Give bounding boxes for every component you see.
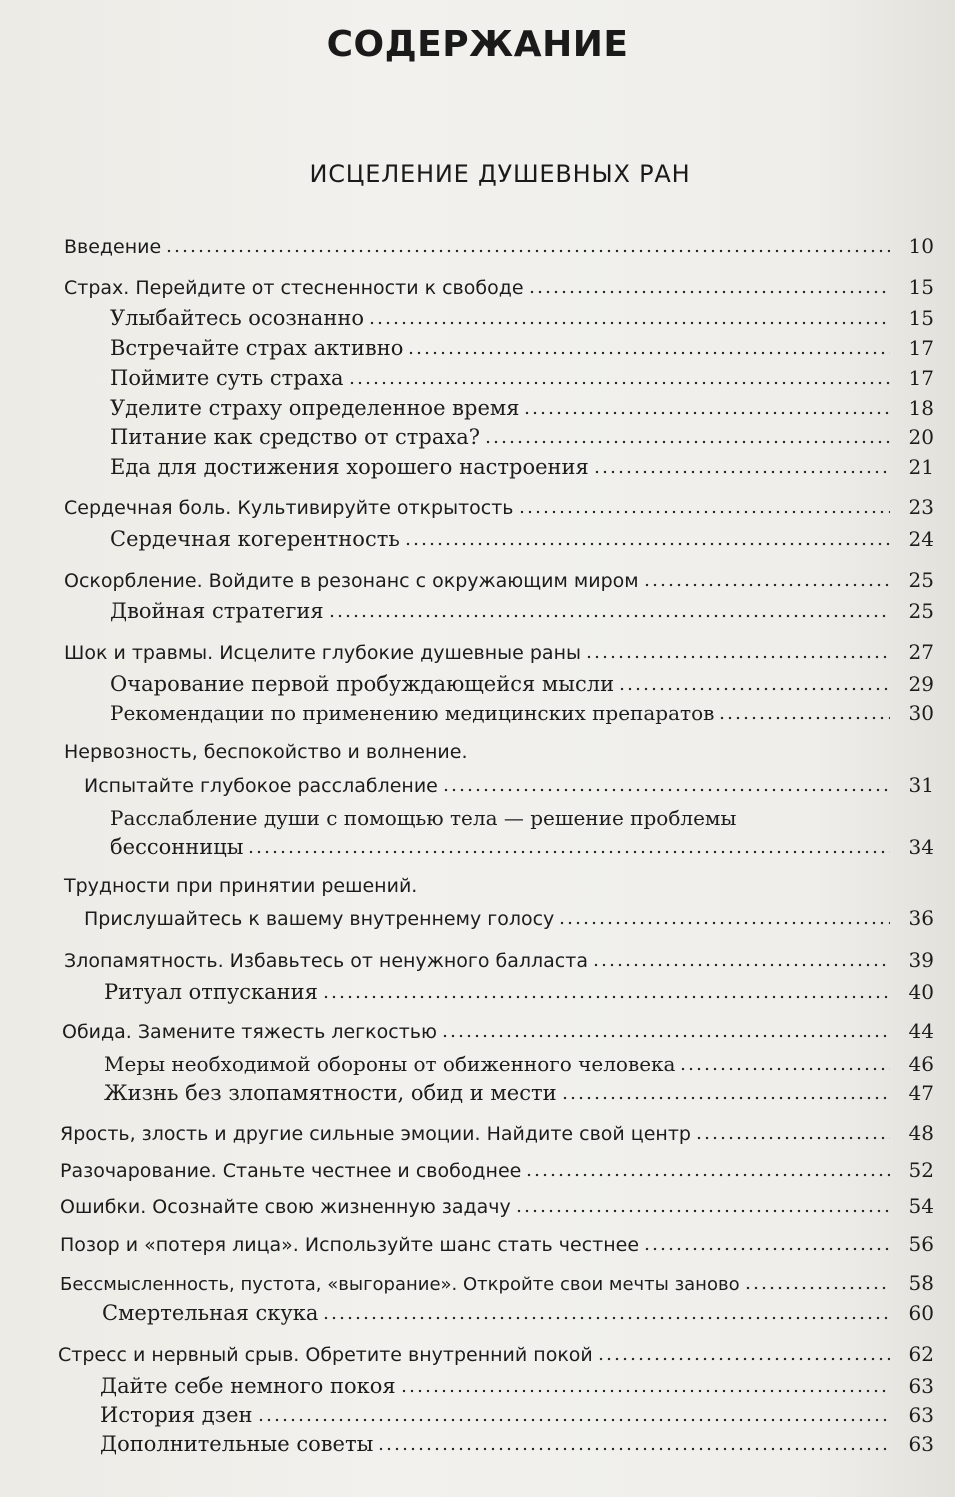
toc-entry-page: 17 [908,336,934,360]
toc-subentry [104,980,934,1004]
toc-entry-page: 54 [908,1194,934,1218]
toc-leader-dots [247,850,890,854]
toc-leader-dots [368,321,890,325]
toc-entry-page: 10 [908,234,934,258]
toc-leader-dots [744,1286,890,1290]
toc-subentry [110,396,934,420]
toc-subentry [100,1432,934,1456]
toc-entry-title: Бессмысленность, пустота, «выгорание». Откройте свои мечты заново [60,1274,740,1295]
toc-entry-title: Испытайте глубокое расслабление [84,775,438,797]
toc-entry-title: Злопамятность. Избавьтесь от ненужного балласта [64,950,588,972]
toc-leader-dots [515,1209,890,1213]
toc-leader-dots [558,921,890,925]
toc-entry-page: 24 [908,527,934,551]
toc-subentry [110,425,934,449]
toc-entry-page: 21 [908,455,934,479]
toc-entry-page: 34 [908,835,934,859]
toc-entry-title: История дзен [100,1403,253,1427]
toc-entry [64,948,934,972]
toc-leader-dots [165,249,890,253]
toc-entry-title: Меры необходимой обороны от обиженного человека [104,1052,676,1076]
toc-subentry [110,527,934,551]
toc-entry-title: Уделите страху определенное время [110,396,520,420]
toc-entry-title: Еда для достижения хорошего настроения [110,455,589,479]
toc-entry-title: Поймите суть страха [110,366,344,390]
toc-subentry [110,672,934,696]
toc-leader-dots [322,995,890,999]
toc-leader-dots [585,655,890,659]
toc-entry-title: Шок и травмы. Исцелите глубокие душевные раны [64,642,581,664]
toc-entry-title: Позор и «потеря лица». Используйте шанс стать честнее [60,1234,640,1256]
toc-leader-dots [348,381,890,385]
toc-entry-page: 18 [908,396,934,420]
toc-leader-dots [442,788,890,792]
toc-leader-dots [322,1316,890,1320]
toc-leader-dots [484,440,890,444]
toc-entry-title: Ритуал отпускания [104,980,318,1004]
toc-entry-title: Разочарование. Станьте честнее и свободнее [60,1160,522,1182]
toc-subentry [110,455,934,479]
toc-entry-title: Питание как средство от страха? [110,425,480,449]
toc-entry-page: 63 [908,1432,934,1456]
toc-leader-dots [618,687,890,691]
toc-entry [64,495,934,519]
toc-entry-page: 62 [908,1342,934,1366]
toc-entry [64,640,934,664]
toc-entry-page: 63 [908,1374,934,1398]
toc-leader-dots [561,1096,890,1100]
toc-leader-dots [679,1067,890,1071]
toc-entry-page: 40 [908,980,934,1004]
toc-leader-dots [525,1173,890,1177]
toc-entry [60,1121,934,1145]
toc-entry-page: 47 [908,1081,934,1105]
toc-entry [58,1342,934,1366]
toc-entry-page: 25 [908,568,934,592]
toc-leader-dots [377,1447,890,1451]
toc-leader-dots [441,1034,890,1038]
toc-leader-dots [528,290,890,294]
toc-entry-page: 23 [908,495,934,519]
toc-entry-title: Введение [64,236,162,258]
toc-entry-title: Ошибки. Осознайте свою жизненную задачу [60,1196,511,1218]
toc-subentry [110,366,934,390]
toc-subentry [110,835,934,859]
toc-entry [64,275,934,299]
toc-entry-page: 46 [908,1052,934,1076]
toc-subentry [100,1374,934,1398]
toc-leader-dots [593,470,890,474]
toc-entry-page: 44 [908,1019,934,1043]
toc-leader-dots [518,510,891,514]
toc-entry-title: Улыбайтесь осознанно [110,306,364,330]
toc-leader-dots [597,1357,890,1361]
toc-leader-dots [407,351,890,355]
toc-leader-dots [643,1247,890,1251]
toc-entry-title: Очарование первой пробуждающейся мысли [110,672,615,696]
toc-leader-dots [643,583,890,587]
toc-entry [60,1271,934,1295]
toc-entry-title: Оскорбление. Войдите в резонанс с окружающим миром [64,570,639,592]
toc-subentry [110,599,934,623]
toc-entry-page: 25 [908,599,934,623]
toc-leader-dots [592,963,890,967]
toc-leader-dots [523,411,890,415]
toc-entry-page: 30 [908,701,934,725]
toc-subentry [104,1081,934,1105]
toc-entry [62,1019,934,1043]
toc-entry-page: 60 [908,1301,934,1325]
toc-entry: Нервозность, беспокойство и волнение. [64,741,468,763]
toc-entry-title: Дополнительные советы [100,1432,374,1456]
toc-entry [60,1158,934,1182]
toc-leader-dots [328,614,890,618]
page-title: СОДЕРЖАНИЕ [326,24,629,65]
toc-entry [84,906,934,930]
toc-entry-title: Стресс и нервный срыв. Обретите внутренний покой [58,1344,593,1366]
toc-entry-title: Двойная стратегия [110,599,324,623]
toc-subentry [104,1052,934,1076]
toc-entry-page: 58 [908,1271,934,1295]
toc-subentry [110,701,934,725]
toc-entry-page: 31 [908,773,934,797]
toc-entry-page: 63 [908,1403,934,1427]
toc-leader-dots [257,1418,890,1422]
toc-entry [60,1232,934,1256]
toc-leader-dots [404,542,890,546]
toc-entry-title: бессонницы [110,835,244,859]
toc-entry-title: Обида. Замените тяжесть легкостью [62,1021,437,1043]
toc-entry-title: Дайте себе немного покоя [100,1374,396,1398]
toc-entry-page: 39 [908,948,934,972]
toc-leader-dots [718,716,890,720]
toc-entry-page: 36 [908,906,934,930]
toc-entry [64,234,934,258]
toc-entry-title: Смертельная скука [102,1301,319,1325]
toc-entry: Трудности при принятии решений. [64,875,418,897]
toc-entry-page: 52 [908,1158,934,1182]
toc-entry-title: Жизнь без злопамятности, обид и мести [104,1081,557,1105]
toc-entry-title: Ярость, злость и другие сильные эмоции. Найдите свой центр [60,1123,691,1145]
toc-entry-title: Рекомендации по применению медицинских препаратов [110,701,715,725]
toc-entry-title: Встречайте страх активно [110,336,404,360]
toc-subentry [100,1403,934,1427]
toc-entry [60,1194,934,1218]
toc-entry-page: 15 [908,275,934,299]
toc-entry-page: 20 [908,425,934,449]
section-title: ИСЦЕЛЕНИЕ ДУШЕВНЫХ РАН [309,160,691,188]
toc-entry [64,568,934,592]
toc-subentry: Расслабление души с помощью тела — решение проблемы [110,806,737,830]
toc-entry-title: Страх. Перейдите от стесненности к свободе [64,277,524,299]
toc-leader-dots [400,1389,890,1393]
toc-subentry [110,306,934,330]
toc-entry [84,773,934,797]
toc-entry-title: Сердечная когерентность [110,527,400,551]
toc-entry-page: 29 [908,672,934,696]
toc-subentry [102,1301,934,1325]
toc-entry-page: 56 [908,1232,934,1256]
toc-subentry [110,336,934,360]
toc-entry-page: 15 [908,306,934,330]
toc-entry-page: 48 [908,1121,934,1145]
toc-entry-page: 27 [908,640,934,664]
toc-entry-title: Сердечная боль. Культивируйте открытость [64,497,514,519]
toc-entry-title: Прислушайтесь к вашему внутреннему голосу [84,908,555,930]
toc-leader-dots [695,1136,890,1140]
toc-entry-page: 17 [908,366,934,390]
